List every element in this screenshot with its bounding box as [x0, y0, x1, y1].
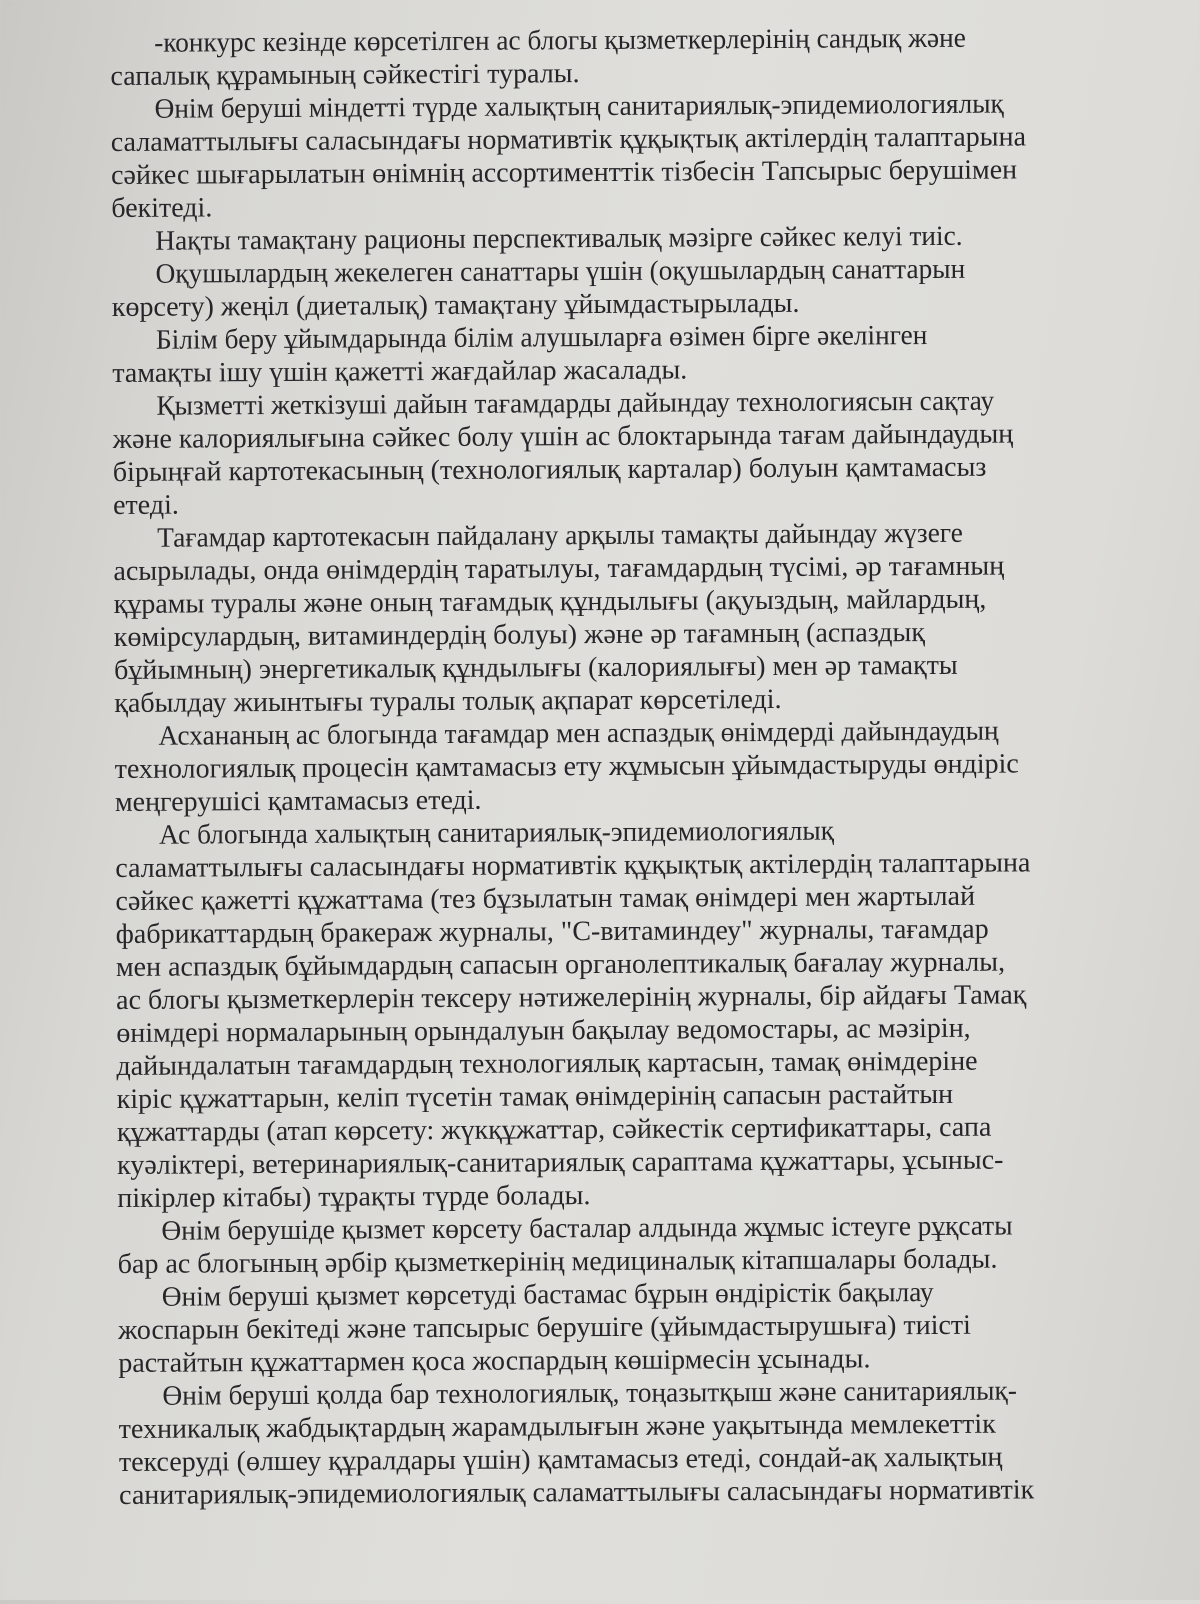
text-line: фабрикаттардың бракераж журналы, "С-витаминдеу" журналы, тағамдар [115, 913, 989, 950]
text-line: куәліктері, ветеринариялық-санитариялық сараптама құжаттары, ұсыныс- [117, 1144, 1004, 1181]
text-line: Білім беру ұйымдарында білім алушыларға өзімен бірге әкелінген [155, 320, 928, 356]
text-line: бұйымның) энергетикалық құндылығы (калориялығы) мен әр тамақты [113, 649, 958, 686]
text-line: Нақты тамақтану рационы перспективалық мәзірге сәйкес келуі тиіс. [155, 220, 963, 257]
text-line: бірыңғай картотекасының (технологиялық карталар) болуын қамтамасыз [112, 451, 987, 488]
text-line: Қызметті жеткізуші дайын тағамдарды дайындау технологиясын сақтау [156, 385, 995, 422]
paragraph [112, 384, 1143, 522]
text-line: Өнім беруші міндетті түрде халықтың санитариялық-эпидемиологиялық [154, 88, 1004, 125]
text-line: кіріс құжаттарын, келіп түсетін тамақ өнімдерінің сапасын растайтын [116, 1078, 954, 1115]
text-line: Өнім берушіде қызмет көрсету басталар алдында жұмыс істеуге рұқсаты [161, 1210, 1013, 1247]
paragraph [110, 21, 1140, 93]
text-line: сапалық құрамының сәйкестігі туралы. [110, 58, 580, 92]
text-line: дайындалатын тағамдардың технологиялық картасын, тамақ өнімдеріне [116, 1045, 978, 1082]
text-line: Өнім беруші қолда бар технологиялық, тоңазытқыш және санитариялық- [162, 1375, 1017, 1412]
text-line: етеді. [112, 489, 179, 521]
paragraph [117, 1209, 1147, 1281]
text-line: -конкурс кезінде көрсетілген ас блогы қызметкерлерінің сандық және [154, 22, 966, 59]
text-line: асырылады, онда өнімдердің таратылуы, тағамдардың түсімі, әр тағамның [113, 550, 1005, 587]
paragraph [118, 1275, 1149, 1380]
text-line: мен аспаздық бұйымдардың сапасын органолептикалық бағалау журналы, [115, 946, 1006, 983]
text-line: ас блогы қызметкерлерін тексеру нәтижелерінің журналы, бір айдағы Тамақ [116, 979, 1027, 1016]
text-line: Оқушылардың жекелеген санаттары үшін (оқушылардың санаттарын [155, 253, 966, 290]
text-line: саламаттылығы саласындағы нормативтік құқықтық актілердің талаптарына [115, 847, 1031, 884]
text-line: технологиялық процесін қамтамасыз ету жұмысын ұйымдастыруды өндіріс [114, 748, 1019, 785]
text-line: пікірлер кітабы) тұрақты түрде болады. [117, 1180, 591, 1214]
paragraph [115, 813, 1147, 1215]
text-line: сәйкес қажетті құжаттама (тез бұзылатын тамақ өнімдері мен жартылай [115, 880, 976, 917]
paragraph [112, 318, 1142, 390]
paragraph [118, 1374, 1149, 1512]
text-line: саламаттылығы саласындағы нормативтік құқықтық актілердің талаптарына [110, 121, 1027, 158]
text-line: санитариялық-эпидемиологиялық саламаттылығы саласындағы нормативтік [119, 1474, 1035, 1511]
text-line: көмірсулардың, витаминдердің болуы) және әр тағамның (аспаздық [113, 617, 926, 653]
paragraph [112, 252, 1142, 324]
text-line: көрсету) жеңіл (диеталық) тамақтану ұйымдастырылады. [111, 287, 800, 323]
text-line: тексеруді (өлшеу құралдары үшін) қамтамасыз етеді, сондай-ақ халықтың [118, 1441, 1003, 1478]
text-line: және калориялығына сәйкес болу үшін ас блоктарында тағам дайындаудың [112, 418, 1014, 455]
text-line: тамақты ішу үшін қажетті жағдайлар жасалады. [112, 354, 688, 389]
text-line: жоспарын бекітеді және тапсырыс берушіге (ұйымдастырушыға) тиісті [118, 1309, 971, 1346]
text-line: меңгерушісі қамтамасыз етеді. [114, 784, 482, 818]
text-line: өнімдері нормаларының орындалуын бақылау ведомостары, ас мәзірін, [116, 1012, 971, 1049]
text-line: бар ас блогының әрбір қызметкерінің медициналық кітапшалары болады. [117, 1243, 998, 1280]
text-line: қабылдау жиынтығы туралы толық ақпарат көрсетіледі. [114, 683, 782, 719]
paragraph [113, 516, 1144, 720]
paragraph [111, 87, 1142, 225]
text-line: құжаттарды (атап көрсету: жүкқұжаттар, сәйкестік сертификаттары, сапа [116, 1111, 992, 1148]
text-line: растайтын құжаттармен қоса жоспардың көшірмесін ұсынады. [118, 1343, 871, 1379]
text-line: техникалық жабдықтардың жарамдылығын және уақытында мемлекеттік [118, 1408, 996, 1445]
text-line: Тағамдар картотекасын пайдалану арқылы тамақты дайындау жүзеге [157, 517, 963, 554]
paragraph [114, 714, 1145, 819]
text-line: Өнім беруші қызмет көрсетуді бастамас бұрын өндірістік бақылау [161, 1276, 934, 1313]
text-line: бекітеді. [111, 192, 213, 224]
text-line: Асхананың ас блогында тағамдар мен аспаздық өнімдерді дайындаудың [158, 715, 999, 752]
text-line: құрамы туралы және оның тағамдық құндылығы (ақуыздың, майлардың, [113, 583, 987, 620]
text-line: Ас блогында халықтың санитариялық-эпидемиологиялық [158, 815, 835, 851]
text-line: сәйкес шығарылатын өнімнің ассортименттік тізбесін Тапсырыс берушімен [110, 154, 1018, 191]
